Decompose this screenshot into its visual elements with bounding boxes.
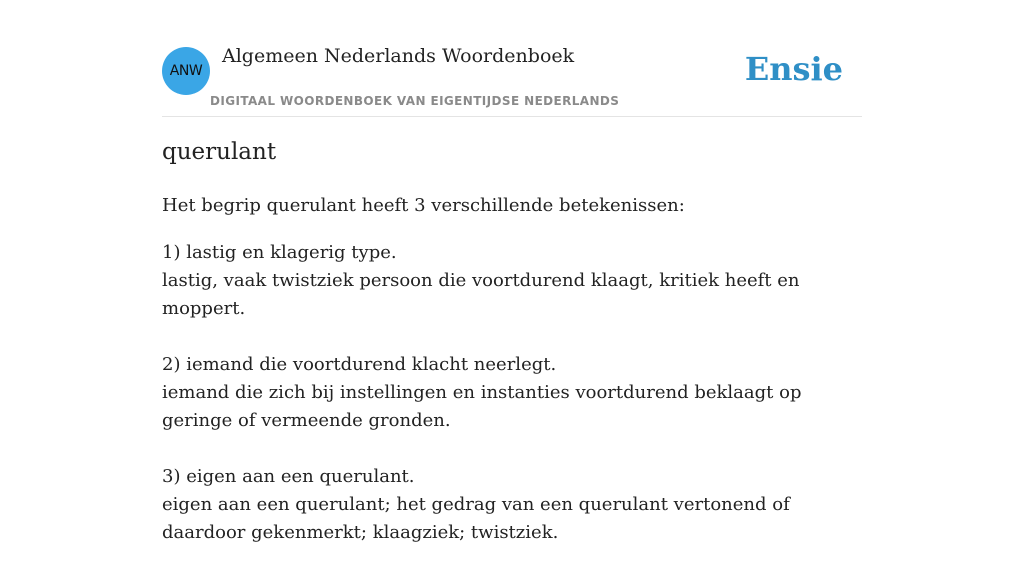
meaning-item (162, 239, 862, 323)
anw-logo[interactable] (162, 47, 210, 95)
ensie-brand-link[interactable]: Ensie (744, 50, 843, 88)
meaning-definition: iemand die zich bij instellingen en instanties voortdurend beklaagt op geringe of vermeende gronden. (162, 382, 802, 431)
site-title[interactable]: Algemeen Nederlands Woordenboek (222, 45, 575, 67)
entry-intro: Het begrip querulant heeft 3 verschillende betekenissen: (162, 195, 685, 216)
site-header (162, 0, 862, 117)
meaning-item (162, 351, 862, 435)
meaning-definition: lastig, vaak twistziek persoon die voortdurend klaagt, kritiek heeft en moppert. (162, 270, 800, 319)
meaning-title: 3) eigen aan een querulant. (162, 466, 415, 487)
meaning-definition: eigen aan een querulant; het gedrag van een querulant vertonend of daardoor gekenmerkt; klaagziek; twistziek. (162, 494, 790, 543)
meaning-item (162, 463, 862, 547)
logo-text: ANW (169, 63, 203, 79)
site-subtitle: DIGITAAL WOORDENBOEK VAN EIGENTIJDSE NEDERLANDS (210, 94, 620, 108)
page (162, 0, 862, 543)
page-title: querulant (162, 139, 277, 165)
meanings-list (162, 239, 862, 575)
meaning-title: 1) lastig en klagerig type. (162, 242, 397, 263)
meaning-title: 2) iemand die voortdurend klacht neerlegt. (162, 354, 557, 375)
